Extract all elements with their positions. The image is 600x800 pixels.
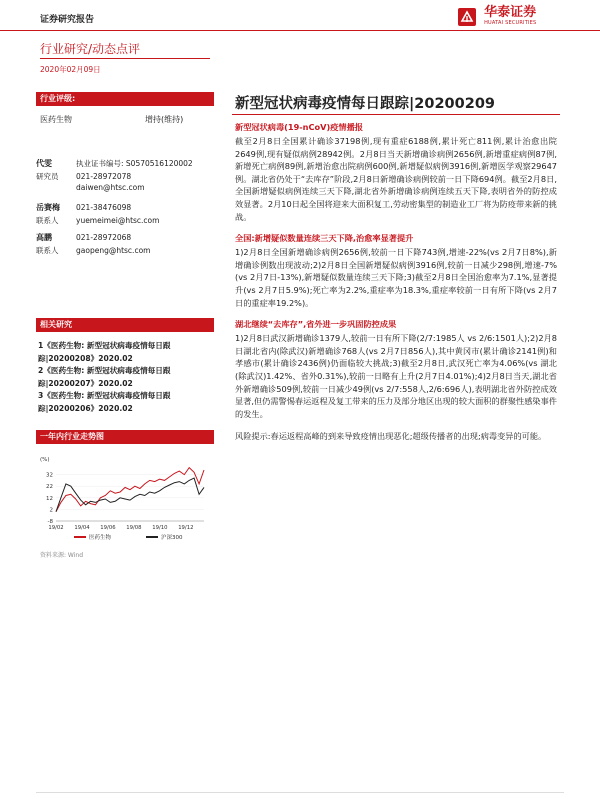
section-text: 1)2月8日全国新增确诊病例2656例,较前一日下降743例,增速-22%(vs 2月7日8%),新增确诊例数出现波动;2)2月8日全国新增疑似病例3916例,较前一日减少298例,增速-7%(vs 2月7日-13%),新增疑似数量连续三天下降;3)截至2月8日全国治愈率为7.1%,显著提升(vs 2月7日5.9%);死亡率为2.2%,重症率为18.3%,重症率较前一日有所下降(vs 2月7日的重症率19.2%)。 bbox=[235, 247, 557, 308]
category: 行业研究/动态点评 bbox=[40, 42, 141, 56]
related-item[interactable]: 2《医药生物: 新型冠状病毒疫情每日跟踪|20200207》2020.02 bbox=[38, 366, 171, 388]
industry-rating: 增持(维持) bbox=[145, 115, 184, 124]
main-content bbox=[235, 122, 557, 443]
section-text: 截至2月8日全国累计确诊37198例,现有重症6188例,累计死亡811例,累计治愈出院2649例,现有疑似病例28942例。2月8日当天新增确诊病例2656例,新增重症病例87例,新增死亡病例89例,新增治愈出院病例600例,新增疑似病例3916例,新增医学观察29647例。湖北省仍处于“去库存”阶段,2月8日新增确诊病例较前一日下降694例。截至2月8日,全国新增疑似病例连续三天下降,湖北省外新增确诊病例连续五天下降,表明省外的防控成效显著。2月10日起全国将迎来大面积复工,劳动密集型的制造业工厂将为防疫带来新的挑战。 bbox=[235, 136, 557, 222]
logo-cn: 华泰证券 bbox=[484, 5, 537, 20]
series-line-index bbox=[56, 478, 204, 512]
analyst-block bbox=[36, 158, 214, 262]
x-tick-label: 19/06 bbox=[100, 525, 116, 531]
x-tick-label: 19/10 bbox=[152, 525, 168, 531]
industry-trend-chart bbox=[36, 455, 214, 545]
related-list bbox=[38, 340, 212, 415]
analyst-phone: 021-38476098 bbox=[76, 203, 132, 212]
section-heading: 新型冠状病毒(19-nCoV)疫情播报 bbox=[235, 122, 363, 132]
analyst-role: 联系人 bbox=[36, 245, 59, 255]
rating-bar bbox=[36, 92, 214, 106]
legend-label: 沪深300 bbox=[161, 535, 183, 541]
related-item[interactable]: 3《医药生物: 新型冠状病毒疫情每日跟踪|20200206》2020.02 bbox=[38, 391, 171, 413]
logo bbox=[458, 6, 536, 27]
analyst-role: 联系人 bbox=[36, 215, 59, 225]
legend-label: 医药生物 bbox=[89, 535, 112, 541]
rating-title: 行业评级: bbox=[40, 94, 76, 103]
section-heading: 全国:新增疑似数量连续三天下降,治愈率显著提升 bbox=[235, 233, 414, 244]
chart-source: 资料来源: Wind bbox=[40, 552, 84, 559]
series-line-industry bbox=[56, 468, 204, 512]
y-tick-label: 32 bbox=[46, 472, 53, 479]
x-tick-label: 19/02 bbox=[48, 525, 64, 531]
y-tick-label: 22 bbox=[46, 484, 53, 491]
x-tick-label: 19/12 bbox=[178, 525, 194, 531]
y-tick-label: -8 bbox=[47, 519, 53, 525]
y-tick-label: 12 bbox=[46, 495, 53, 502]
logo-en: HUATAI SECURITIES bbox=[484, 20, 537, 26]
analyst-cert: 执业证书编号: S0570516120002 bbox=[76, 159, 193, 168]
section-text: 1)2月8日武汉新增确诊1379人,较前一日有所下降(2/7:1985人 vs 2/6:1501人);2)2月8日湖北省内(除武汉)新增确诊768人(vs 2月7日856人),其中黄冈市(累计确诊2141例)和孝感市(累计确诊2436例)仍面临较大挑战;3)截至2月8日,武汉死亡率为4.06%(vs 湖北(除武汉)1.42%、省外0.31%),较前一日略有上升(2月7日4.01%);4)2月8日当天,湖北省外新增确诊509例,较前一日减少49例(vs 2/7:558人,2/6:696人),表明湖北省外防控成效显著,但仍需警惕春运返程及复工带来的压力及部分地区出现的较大面积的群聚性感染事件的发生。 bbox=[235, 333, 557, 419]
analyst-role: 研究员 bbox=[36, 171, 59, 181]
x-tick-label: 19/04 bbox=[74, 525, 90, 531]
analyst-name: 代雯 bbox=[36, 159, 52, 168]
chart-title: 一年内行业走势图 bbox=[40, 432, 104, 441]
footer-rule bbox=[36, 792, 564, 793]
analyst-email[interactable]: daiwen@htsc.com bbox=[76, 182, 145, 192]
y-tick-label: 2 bbox=[49, 507, 53, 514]
analyst-name: 岳赛梅 bbox=[36, 203, 60, 212]
analyst-phone: 021-28972078 bbox=[76, 171, 132, 181]
related-title: 相关研究 bbox=[40, 320, 72, 329]
huatai-logo-icon bbox=[458, 8, 476, 26]
x-tick-label: 19/08 bbox=[126, 525, 142, 531]
analyst-2 bbox=[36, 202, 214, 232]
header-rule bbox=[0, 30, 600, 31]
related-item[interactable]: 1《医药生物: 新型冠状病毒疫情每日跟踪|20200208》2020.02 bbox=[38, 341, 171, 363]
industry-name: 医药生物 bbox=[40, 115, 72, 124]
risk-warning: 风险提示:春运返程高峰的到来导致疫情出现恶化;超级传播者的出现;病毒变异的可能。 bbox=[235, 431, 547, 442]
analyst-name: 高鹏 bbox=[36, 233, 52, 242]
analyst-3 bbox=[36, 232, 214, 262]
analyst-email[interactable]: gaopeng@htsc.com bbox=[76, 245, 151, 255]
related-bar bbox=[36, 318, 214, 332]
chart-bar bbox=[36, 430, 214, 444]
page-title: 新型冠状病毒疫情每日跟踪|20200209 bbox=[235, 96, 496, 112]
y-axis-label: (%) bbox=[40, 457, 50, 463]
section-heading: 湖北继续“去库存”,省外进一步巩固防控成果 bbox=[235, 319, 397, 330]
analyst-1 bbox=[36, 158, 214, 202]
report-type: 证券研究报告 bbox=[40, 15, 95, 25]
report-date: 2020年02月09日 bbox=[40, 65, 101, 74]
title-rule bbox=[232, 114, 560, 115]
category-rule bbox=[40, 58, 210, 59]
analyst-email[interactable]: yuemeimei@htsc.com bbox=[76, 215, 160, 225]
analyst-phone: 021-28972068 bbox=[76, 233, 132, 242]
